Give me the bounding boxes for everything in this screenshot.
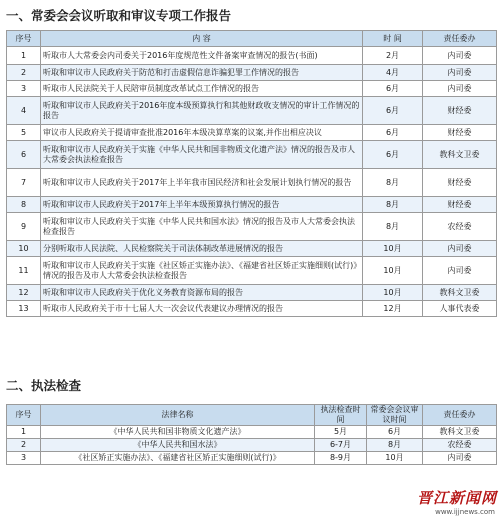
row-review-time: 6月	[367, 426, 423, 439]
row-no: 4	[7, 97, 41, 125]
row-dept: 人事代表委	[423, 301, 497, 317]
table-row	[7, 197, 497, 213]
row-dept: 教科文卫委	[423, 426, 497, 439]
row-no: 5	[7, 125, 41, 141]
row-dept: 财经委	[423, 197, 497, 213]
watermark-logo	[405, 487, 497, 521]
header-time: 时 间	[363, 31, 423, 47]
section1-title: 一、常委会会议听取和审议专项工作报告	[6, 8, 232, 23]
table-row	[7, 141, 497, 169]
row-check-time: 8-9月	[315, 452, 367, 465]
row-check-time: 5月	[315, 426, 367, 439]
row-no: 3	[7, 452, 41, 465]
row-law: 《中华人民共和国非物质文化遗产法》	[41, 426, 315, 439]
row-dept: 内司委	[423, 81, 497, 97]
row-time: 6月	[363, 81, 423, 97]
watermark-url: www.ijjnews.com	[435, 508, 495, 516]
watermark-title: 晋江新闻网	[416, 489, 497, 507]
table-row	[7, 301, 497, 317]
row-dept: 财经委	[423, 125, 497, 141]
table-row	[7, 241, 497, 257]
row-review-time: 10月	[367, 452, 423, 465]
table-row	[7, 97, 497, 125]
header-dept: 责任委办	[423, 31, 497, 47]
row-content: 听取和审议市人民政府关于优化义务教育资源布局的报告	[41, 285, 363, 301]
row-time: 10月	[363, 241, 423, 257]
row-content: 听取和审议市人民政府关于实施《中华人民共和国水法》情况的报告及市人大常委会执法检查报告	[41, 213, 363, 241]
row-no: 9	[7, 213, 41, 241]
table-row	[7, 213, 497, 241]
row-dept: 财经委	[423, 97, 497, 125]
row-dept: 内司委	[423, 257, 497, 285]
row-content: 听取市人民法院关于人民陪审员制度改革试点工作情况的报告	[41, 81, 363, 97]
row-time: 4月	[363, 65, 423, 81]
row-no: 8	[7, 197, 41, 213]
table-row	[7, 81, 497, 97]
table-header-row	[7, 405, 497, 426]
table-row	[7, 452, 497, 465]
work-report-table	[6, 30, 497, 317]
table-row	[7, 439, 497, 452]
row-no: 12	[7, 285, 41, 301]
row-time: 8月	[363, 169, 423, 197]
row-time: 8月	[363, 197, 423, 213]
row-check-time: 6-7月	[315, 439, 367, 452]
row-time: 2月	[363, 47, 423, 65]
row-content: 听取市人大常委会内司委关于2016年度规范性文件备案审查情况的报告(书面)	[41, 47, 363, 65]
row-no: 2	[7, 439, 41, 452]
table-header-row	[7, 31, 497, 47]
row-content: 听取和审议市人民政府关于实施《中华人民共和国非物质文化遗产法》情况的报告及市人大常委会执法检查报告	[41, 141, 363, 169]
row-content: 听取和审议市人民政府关于2016年度本级预算执行和其他财政收支情况的审计工作情况的报告	[41, 97, 363, 125]
header-law: 法律名称	[41, 405, 315, 426]
table-row	[7, 65, 497, 81]
row-content: 听取市人民政府关于市十七届人大一次会议代表建议办理情况的报告	[41, 301, 363, 317]
header-review-time: 常委会会议审议时间	[367, 405, 423, 426]
header-check-time: 执法检查时间	[315, 405, 367, 426]
table-row	[7, 47, 497, 65]
row-dept: 教科文卫委	[423, 285, 497, 301]
row-no: 1	[7, 426, 41, 439]
row-content: 听取和审议市人民政府关于2017年上半年本级预算执行情况的报告	[41, 197, 363, 213]
row-no: 2	[7, 65, 41, 81]
row-review-time: 8月	[367, 439, 423, 452]
table-row	[7, 169, 497, 197]
row-no: 7	[7, 169, 41, 197]
row-dept: 财经委	[423, 169, 497, 197]
row-time: 12月	[363, 301, 423, 317]
row-dept: 农经委	[423, 439, 497, 452]
row-dept: 内司委	[423, 241, 497, 257]
row-dept: 内司委	[423, 65, 497, 81]
row-content: 听取和审议市人民政府关于防范和打击虚假信息诈骗犯罪工作情况的报告	[41, 65, 363, 81]
row-no: 1	[7, 47, 41, 65]
header-no: 序号	[7, 405, 41, 426]
row-law: 《中华人民共和国水法》	[41, 439, 315, 452]
row-dept: 教科文卫委	[423, 141, 497, 169]
header-no: 序号	[7, 31, 41, 47]
table-row	[7, 285, 497, 301]
row-dept: 内司委	[423, 452, 497, 465]
row-no: 3	[7, 81, 41, 97]
row-no: 13	[7, 301, 41, 317]
row-time: 6月	[363, 125, 423, 141]
header-content: 内 容	[41, 31, 363, 47]
row-content: 分别听取市人民法院、人民检察院关于司法体制改革进展情况的报告	[41, 241, 363, 257]
table-row	[7, 257, 497, 285]
row-law: 《社区矫正实施办法》、《福建省社区矫正实施细则(试行)》	[41, 452, 315, 465]
row-no: 10	[7, 241, 41, 257]
row-no: 11	[7, 257, 41, 285]
row-dept: 农经委	[423, 213, 497, 241]
row-time: 8月	[363, 213, 423, 241]
section2-title: 二、执法检查	[6, 378, 82, 393]
row-time: 10月	[363, 257, 423, 285]
row-content: 听取和审议市人民政府关于2017年上半年我市国民经济和社会发展计划执行情况的报告	[41, 169, 363, 197]
law-inspection-table	[6, 404, 497, 465]
row-content: 听取和审议市人民政府关于实施《社区矫正实施办法》、《福建省社区矫正实施细则(试行)》情况的报告及市人大常委会执法检查报告	[41, 257, 363, 285]
row-time: 10月	[363, 285, 423, 301]
table-row	[7, 125, 497, 141]
header-dept: 责任委办	[423, 405, 497, 426]
row-time: 6月	[363, 141, 423, 169]
table-row	[7, 426, 497, 439]
row-time: 6月	[363, 97, 423, 125]
row-content: 审议市人民政府关于提请审查批准2016年本级决算草案的议案,并作出相应决议	[41, 125, 363, 141]
row-no: 6	[7, 141, 41, 169]
row-dept: 内司委	[423, 47, 497, 65]
